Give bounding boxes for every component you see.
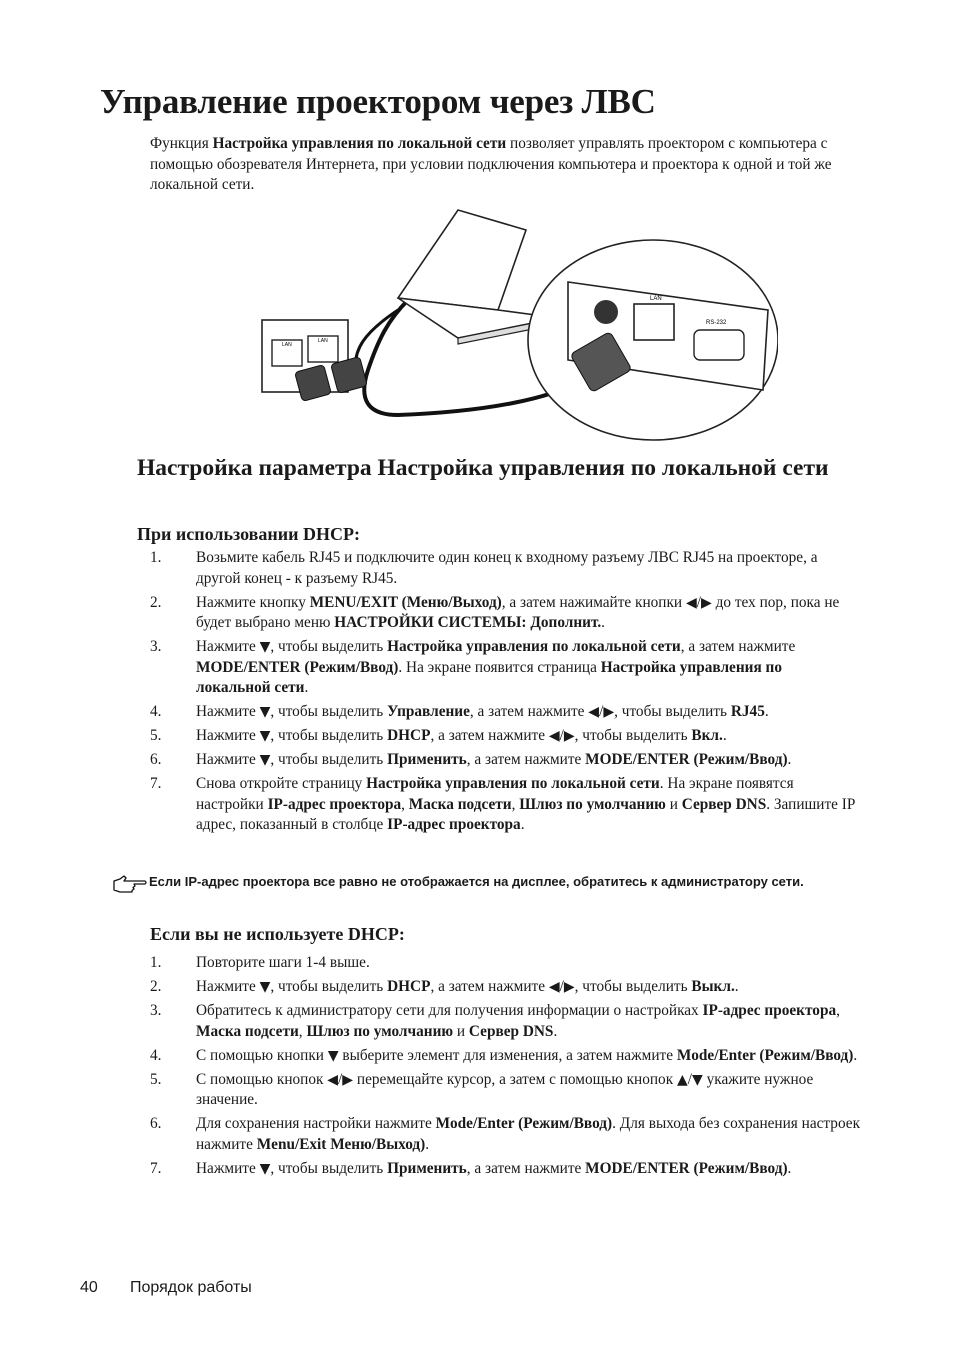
down-arrow-icon: ▼ — [259, 704, 271, 720]
up-arrow-icon: ▲ — [676, 1071, 688, 1088]
page-title: Управление проектором через ЛВС — [100, 82, 656, 121]
left-arrow-icon: ◀ — [548, 979, 560, 995]
dhcp-step-2: 2. Нажмите кнопку MENU/EXIT (Меню/Выход), а затем нажимайте кнопки ◀/▶ до тех пор, пока не будет выбрано меню НАСТРОЙКИ СИСТЕМЫ: Дополнит.. — [150, 593, 840, 631]
note-text: Если IP-адрес проектора все равно не отображается на дисплее, обратитесь к администратору сети. — [149, 874, 804, 889]
section-heading: Настройка параметра Настройка управления по локальной сети — [137, 455, 829, 481]
down-arrow-icon: ▼ — [327, 1047, 339, 1064]
down-arrow-icon: ▼ — [259, 728, 271, 744]
projector-lan-port-icon — [634, 304, 674, 340]
intro-paragraph: Функция Настройка управления по локальной сети позволяет управлять проектором с компьютера с помощью обозревателя Интернета, при условии подключения компьютера и проектора к одной и той же локальной сети. — [150, 135, 832, 193]
no-dhcp-step-3: 3. Обратитесь к администратору сети для получения информации о настройках IP-адрес проектора, Маска подсети, Шлюз по умолчанию и Сервер DNS. — [150, 1002, 840, 1040]
dhcp-step-1: 1. Возьмите кабель RJ45 и подключите один конец к входному разъему ЛВС RJ45 на проекторе, а другой конец - к разъему RJ45. — [150, 549, 818, 587]
left-arrow-icon: ◀ — [588, 704, 600, 720]
dhcp-step-6: 6. Нажмите ▼, чтобы выделить Применить, а затем нажмите MODE/ENTER (Режим/Ввод). — [150, 751, 792, 768]
dhcp-step-4: 4. Нажмите ▼, чтобы выделить Управление, а затем нажмите ◀/▶, чтобы выделить RJ45. — [150, 703, 769, 720]
no-dhcp-steps — [140, 953, 860, 1183]
dhcp-step-7: 7. Снова откройте страницу Настройка управления по локальной сети. На экране появятся настройки IP-адрес проектора, Маска подсети, Шлюз по умолчанию и Сервер DNS. Запишите IP адрес, показанный в столбце IP-адрес проектора. — [150, 775, 855, 833]
page-footer — [80, 1279, 252, 1297]
right-arrow-icon: ▶ — [342, 1071, 354, 1088]
laptop-lid-icon — [398, 210, 526, 310]
footer-section: Порядок работы — [130, 1279, 252, 1296]
no-dhcp-step-1: 1. Повторите шаги 1-4 выше. — [150, 954, 370, 971]
page-number: 40 — [80, 1279, 98, 1296]
right-arrow-icon: ▶ — [700, 594, 712, 611]
no-dhcp-heading: Если вы не используете DHCP: — [150, 924, 405, 944]
right-arrow-icon: ▶ — [563, 979, 575, 995]
laptop-to-projector-diagram — [258, 200, 778, 450]
projector-lan-label: LAN — [650, 296, 662, 302]
dhcp-step-5: 5. Нажмите ▼, чтобы выделить DHCP, а затем нажмите ◀/▶, чтобы выделить Вкл.. — [150, 727, 727, 744]
left-arrow-icon: ◀ — [327, 1071, 339, 1088]
down-arrow-icon: ▼ — [259, 752, 271, 768]
down-arrow-icon: ▼ — [259, 1160, 271, 1177]
no-dhcp-step-5: 5. С помощью кнопок ◀/▶ перемещайте курсор, а затем с помощью кнопок ▲/▼ укажите нужное значение. — [150, 1070, 814, 1108]
wall-lan-label-1: LAN — [282, 342, 292, 348]
projector-rs232-label: RS-232 — [706, 320, 727, 326]
dhcp-step-3: 3. Нажмите ▼, чтобы выделить Настройка управления по локальной сети, а затем нажмите MODE/ENTER (Режим/Ввод). На экране появится страница Настройка управления по локальной сети. — [150, 638, 796, 696]
down-arrow-icon: ▼ — [259, 639, 271, 655]
down-arrow-icon: ▼ — [692, 1071, 703, 1088]
right-arrow-icon: ▶ — [563, 728, 575, 744]
rs232-port-icon — [694, 330, 744, 360]
left-arrow-icon: ◀ — [548, 728, 560, 744]
note-box — [112, 873, 832, 891]
no-dhcp-step-7: 7. Нажмите ▼, чтобы выделить Применить, а затем нажмите MODE/ENTER (Режим/Ввод). — [150, 1159, 792, 1177]
right-arrow-icon: ▶ — [603, 704, 615, 720]
lan-connection-illustration — [258, 200, 778, 450]
down-arrow-icon: ▼ — [259, 979, 271, 995]
no-dhcp-step-6: 6. Для сохранения настройки нажмите Mode/Enter (Режим/Ввод). Для выхода без сохранения настроек нажмите Menu/Exit Меню/Выход). — [150, 1115, 861, 1153]
dhcp-steps — [140, 548, 860, 839]
no-dhcp-step-4: 4. С помощью кнопки ▼ выберите элемент для изменения, а затем нажмите Mode/Enter (Режим/Ввод). — [150, 1046, 858, 1064]
left-arrow-icon: ◀ — [685, 594, 697, 611]
no-dhcp-step-2: 2. Нажмите ▼, чтобы выделить DHCP, а затем нажмите ◀/▶, чтобы выделить Выкл.. — [150, 978, 739, 995]
wall-lan-label-2: LAN — [318, 338, 328, 344]
projector-jack-icon — [594, 300, 618, 324]
pointing-hand-icon — [112, 873, 148, 895]
dhcp-heading: При использовании DHCP: — [137, 524, 360, 544]
